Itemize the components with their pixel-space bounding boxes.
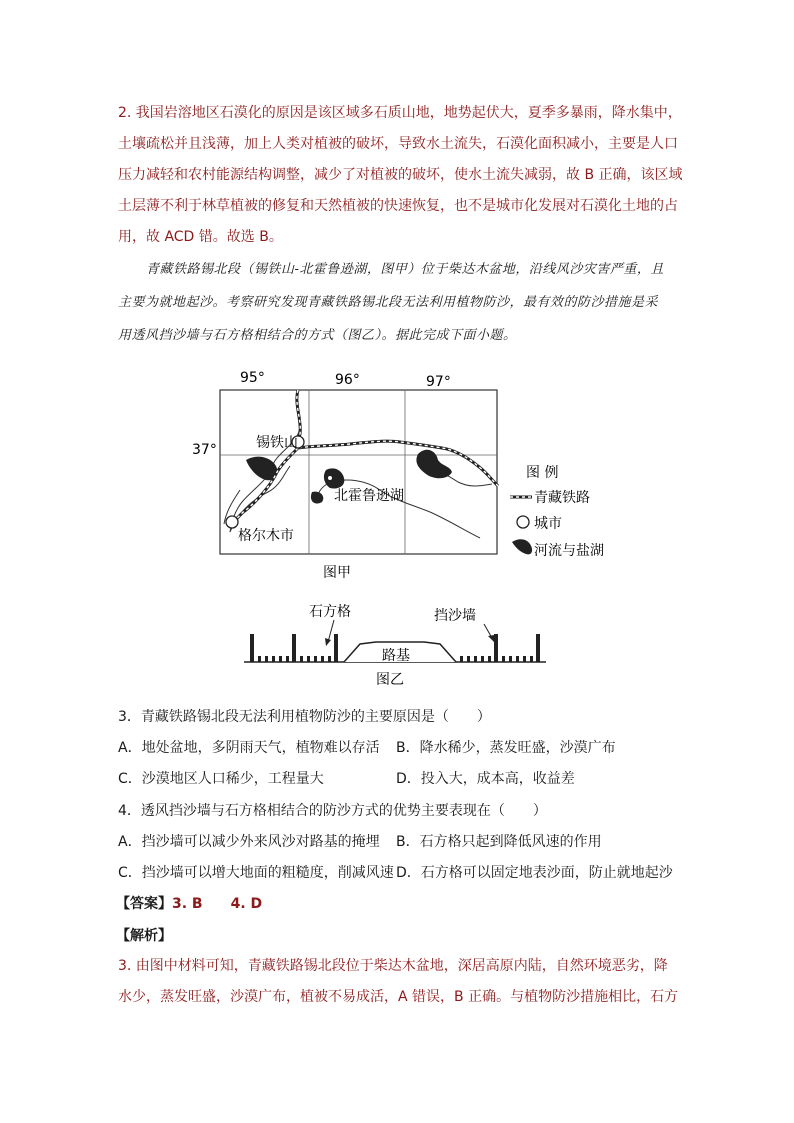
q3-option-d: D．投入大，成本高，收益差: [396, 771, 575, 787]
q2-line: 土层薄不利于林草植被的修复和天然植被的快速恢复，也不是城市化发展对石漠化土地的占: [118, 198, 678, 214]
analysis-line: 水少，蒸发旺盛，沙漠广布，植被不易成活，A 错误，B 正确。与植物防沙措施相比，石方: [118, 989, 679, 1005]
lat-label-37: 37°: [192, 442, 217, 458]
q2-line: 用，故 ACD 错。故选 B。: [118, 229, 283, 245]
sand-wall: [334, 634, 338, 662]
label-roadbed: 路基: [382, 648, 410, 664]
sand-wall: [536, 634, 540, 662]
analysis-line: 3. 由图中材料可知，青藏铁路锡北段位于柴达木盆地，深居高原内陆，自然环境恶劣，降: [118, 958, 668, 974]
label-stone-grid: 石方格: [309, 604, 351, 620]
pointer-stone-grid: [328, 620, 334, 642]
answer-label: 【答案】: [116, 896, 172, 912]
legend-city-symbol: [517, 516, 529, 528]
answer-row: [116, 893, 262, 913]
q4-option-d: D．石方格可以固定地表沙面，防止就地起沙: [396, 865, 673, 881]
salt-lake: [311, 492, 323, 504]
q2-explanation: [118, 98, 683, 253]
q2-line: 土壤疏松并且浅薄，加上人类对植被的破坏，导致水土流失，石漠化面积减小，主要是人口: [118, 136, 678, 152]
analysis-label: 【解析】: [116, 928, 172, 944]
q2-line: 2. 我国岩溶地区石漠化的原因是该区域多石质山地，地势起伏大，夏季多暴雨，降水集中，: [118, 105, 682, 121]
label-sand-wall: 挡沙墙: [434, 608, 476, 624]
sand-wall: [292, 634, 296, 662]
legend-title: 图 例: [526, 465, 559, 481]
q3-option-a: A．地处盆地，多阴雨天气，植物难以存活: [118, 740, 380, 756]
map-figure: [180, 362, 640, 587]
city-golmud: [226, 516, 238, 528]
q4-option-b: B．石方格只起到降低风速的作用: [396, 834, 602, 850]
figure-a-caption: 图甲: [323, 565, 351, 581]
figure-b-caption: 图乙: [376, 672, 404, 688]
lon-label-95: 95°: [240, 370, 265, 386]
material-paragraph: [118, 253, 678, 352]
place-xitieshan: 锡铁山: [256, 435, 298, 451]
place-beihuoluxun: 北霍鲁逊湖: [334, 488, 404, 504]
legend-railway: 青藏铁路: [534, 490, 590, 506]
salt-lake: [324, 468, 344, 488]
q3-option-b: B．降水稀少，蒸发旺盛，沙漠广布: [396, 740, 616, 756]
q4-option-a: A．挡沙墙可以减少外来风沙对路基的掩埋: [118, 834, 380, 850]
q4-option-c: C．挡沙墙可以增大地面的粗糙度，削减风速: [118, 865, 394, 881]
material-line: 青藏铁路锡北段（锡铁山-北霍鲁逊湖，图甲）位于柴达木盆地，沿线风沙灾害严重，且: [146, 262, 664, 277]
sand-wall: [250, 634, 254, 662]
q3-stem: 3．青藏铁路锡北段无法利用植物防沙的主要原因是（ ）: [118, 709, 491, 725]
legend-river-lake: 河流与盐湖: [534, 543, 604, 559]
lon-label-96: 96°: [335, 372, 360, 388]
salt-lake: [246, 457, 277, 481]
material-line: 主要为就地起沙。考察研究发现青藏铁路锡北段无法利用植物防沙，最有效的防沙措施是采: [118, 295, 659, 310]
section-figure: [236, 598, 556, 690]
place-golmud: 格尔木市: [238, 528, 294, 544]
material-line: 用透风挡沙墙与石方格相结合的方式（图乙）。据此完成下面小题。: [118, 328, 517, 343]
salt-lake: [416, 450, 452, 479]
analysis-paragraph: [118, 951, 678, 1013]
sand-wall: [494, 634, 498, 662]
q2-line: 压力减轻和农村能源结构调整，减少了对植被的破坏，使水土流失减弱，故 B 正确，该区域: [118, 167, 683, 183]
legend-river-lake-symbol: [512, 539, 532, 554]
answer-text: 3. B 4. D: [172, 896, 263, 912]
q3-option-c: C．沙漠地区人口稀少，工程量大: [118, 771, 324, 787]
city-beihuoluxun: [328, 476, 333, 481]
legend-city: 城市: [534, 516, 562, 532]
q4-stem: 4．透风挡沙墙与石方格相结合的防沙方式的优势主要表现在（ ）: [118, 803, 547, 819]
lon-label-97: 97°: [426, 374, 451, 390]
